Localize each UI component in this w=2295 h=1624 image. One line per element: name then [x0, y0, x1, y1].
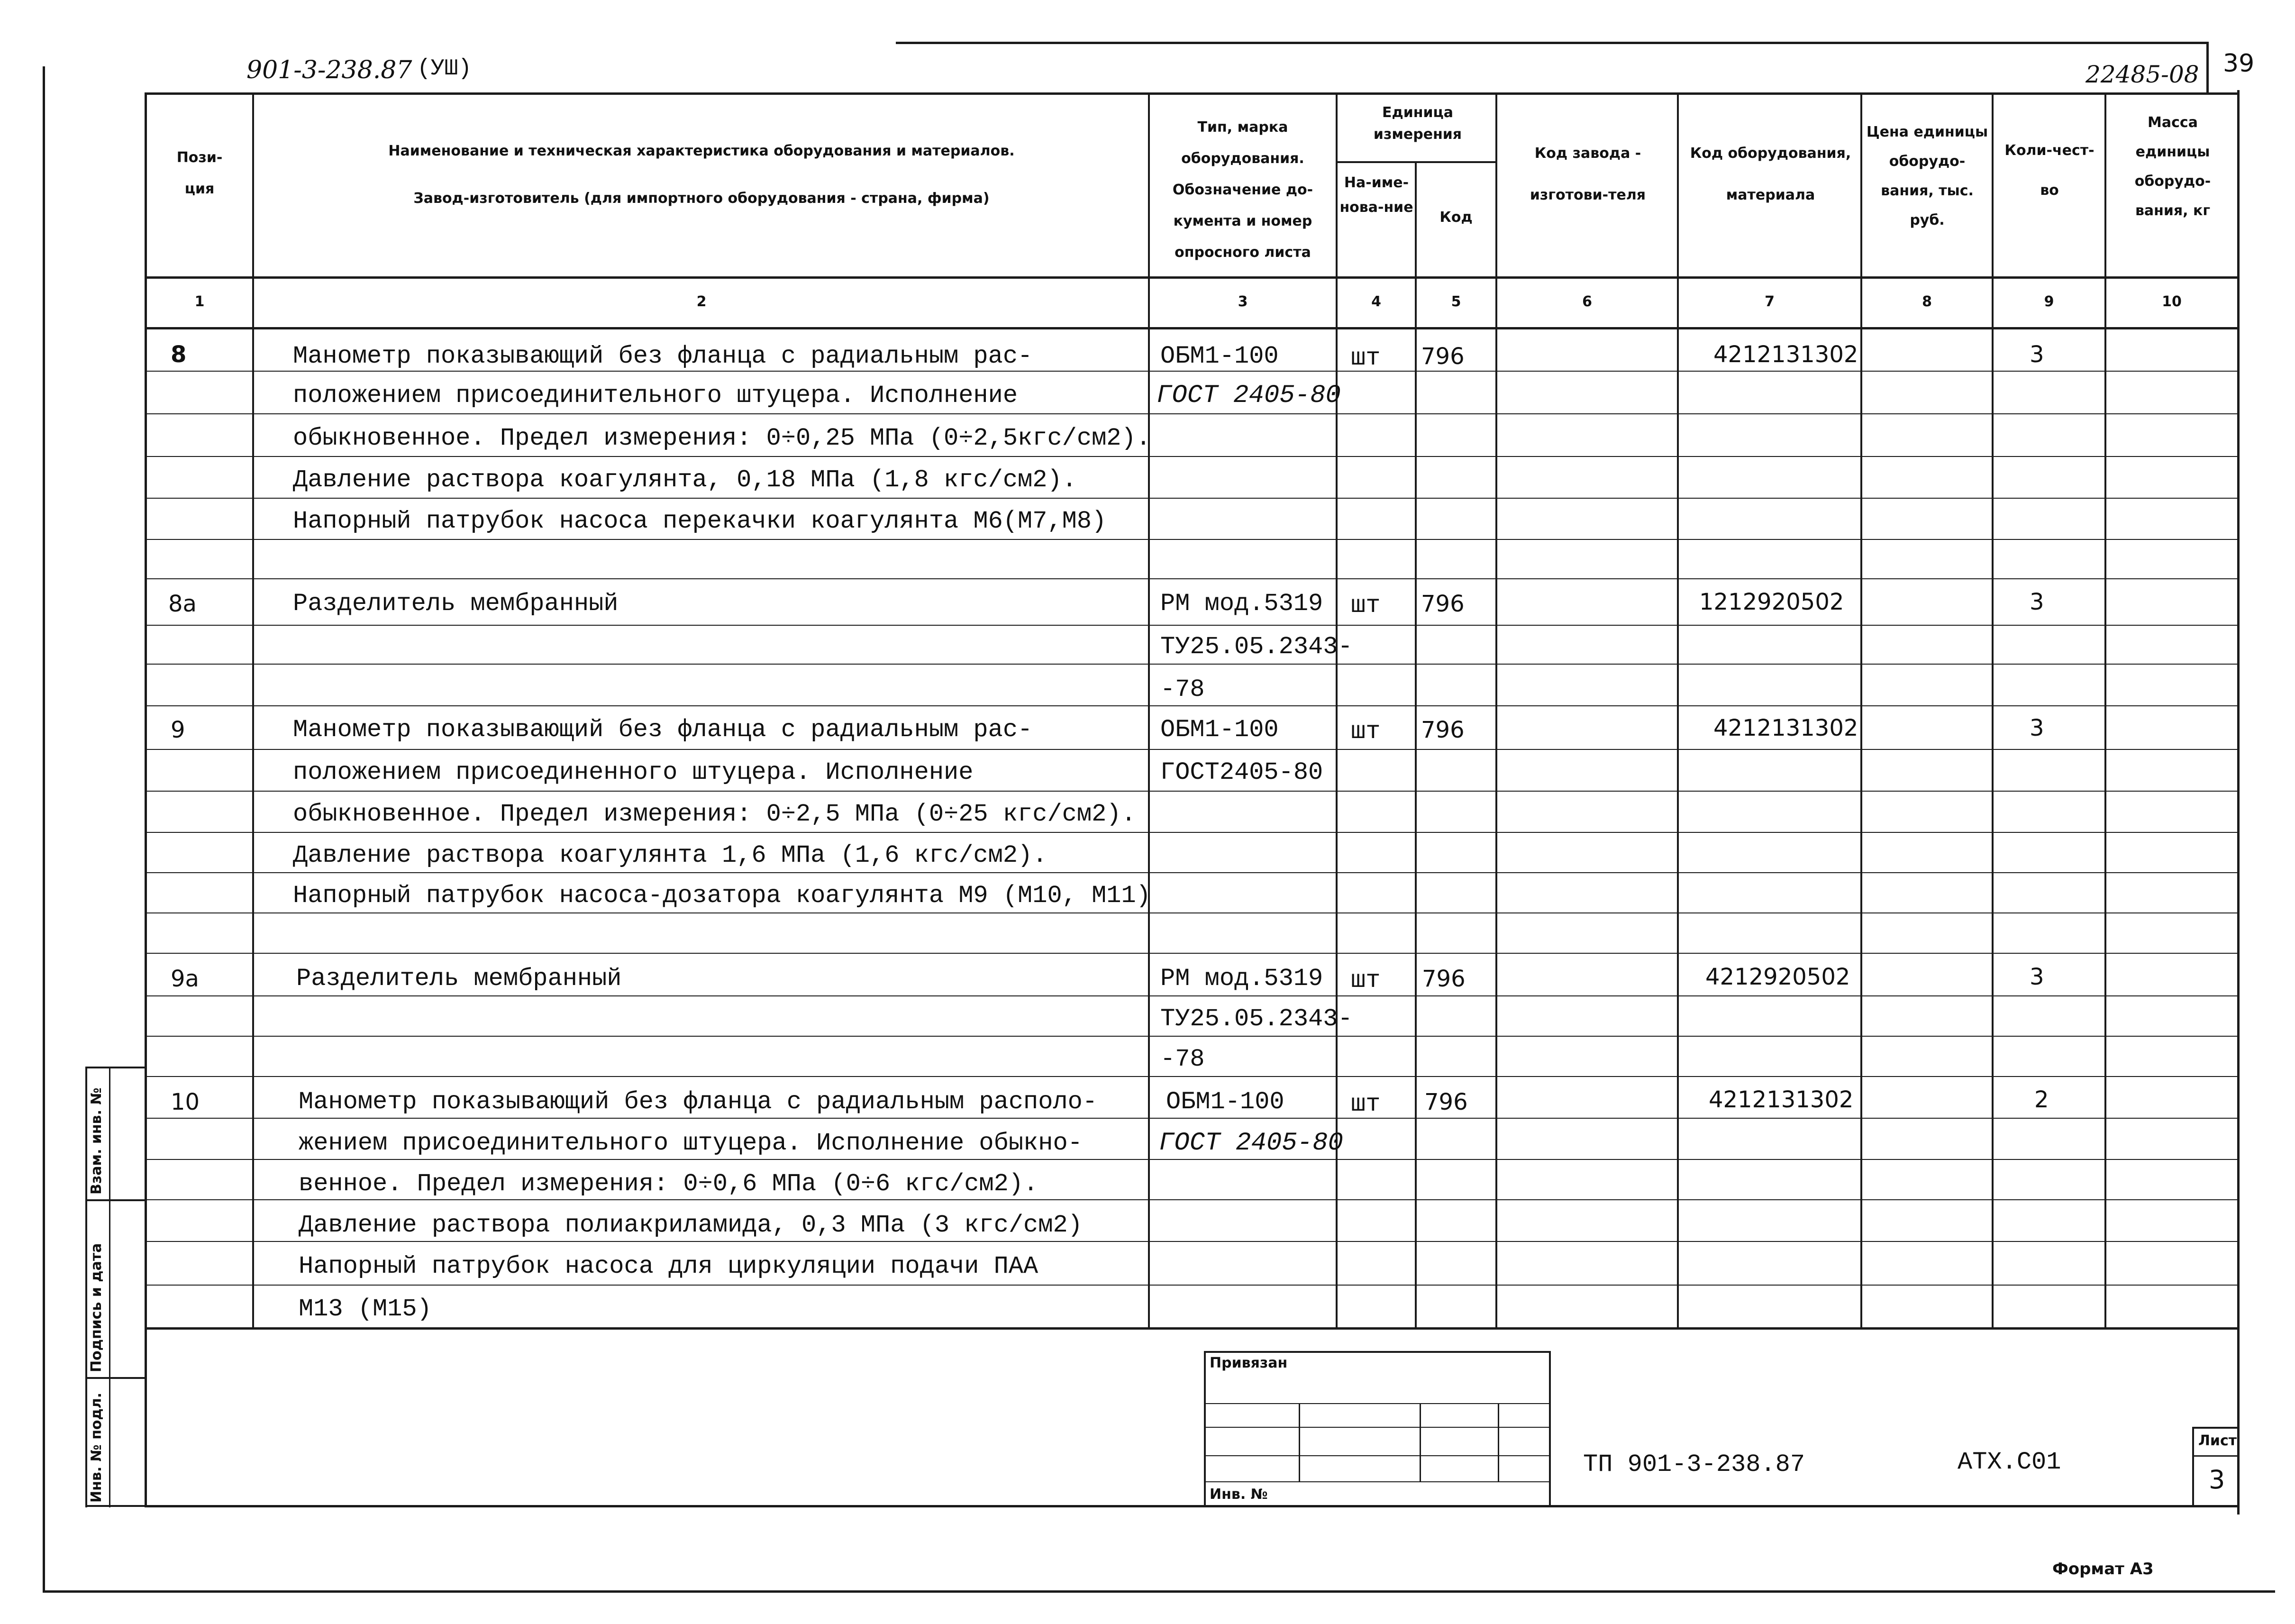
stamp-bottom	[85, 1505, 146, 1507]
item-10-unit-code: 796	[1424, 1089, 1468, 1115]
row-line	[145, 1159, 2240, 1160]
item-10-type-1: ОБМ1-100	[1166, 1088, 1284, 1116]
tb-row-4	[1204, 1481, 1550, 1482]
tb-col-1	[1299, 1403, 1300, 1481]
item-10-type-2: ГОСТ 2405-80	[1159, 1129, 1343, 1158]
item-9-unit-code: 796	[1421, 717, 1465, 743]
item-9-type-2: ГОСТ2405-80	[1160, 758, 1323, 786]
row-line	[145, 912, 2240, 913]
tb-sheet-box-left	[2192, 1427, 2194, 1507]
item-8a-type-3: -78	[1160, 675, 1205, 703]
row-line	[145, 995, 2240, 996]
header-unit-group: Единица измерения	[1373, 104, 1462, 143]
item-8a-unit-code: 796	[1421, 591, 1465, 617]
colnum: 10	[2162, 293, 2182, 310]
tb-privyazan-right	[1549, 1351, 1551, 1507]
row-line	[145, 539, 2240, 540]
item-8a-qty: 3	[2030, 589, 2044, 615]
colnum-bottom-border	[145, 327, 2240, 329]
col-border-7	[1860, 92, 1862, 1330]
item-9-desc-2: положением присоединенного штуцера. Исполнение	[293, 758, 974, 786]
colnum: 4	[1371, 293, 1381, 310]
colnum: 7	[1765, 293, 1775, 310]
tb-inv-label: Инв. №	[1210, 1486, 1268, 1503]
doc-code-handwritten: 901-3-238.87	[246, 56, 412, 84]
item-9a-pos: 9а	[171, 966, 199, 992]
item-10-desc-4: Давление раствора полиакриламида, 0,3 МПа (3 кгс/см2)	[299, 1211, 1083, 1239]
colnum: 1	[194, 293, 205, 310]
row-line	[145, 578, 2240, 579]
header-quantity: Коли-чест-во	[2004, 142, 2095, 199]
item-8-qty: 3	[2030, 341, 2044, 368]
header-manufacturer-code: Код завода - изготови-теля	[1530, 145, 1646, 203]
item-9-desc-5: Напорный патрубок насоса-дозатора коагулянта М9 (М10, М11)	[293, 882, 1151, 910]
item-9-pos: 9	[171, 717, 185, 743]
row-line	[145, 1285, 2240, 1286]
col-border-9	[2104, 92, 2106, 1330]
row-line	[145, 1036, 2240, 1037]
item-9-desc-3: обыкновенное. Предел измерения: 0÷2,5 МПа (0÷25 кгс/см2).	[293, 800, 1136, 828]
item-10-desc-6: М13 (М15)	[299, 1295, 432, 1323]
item-9a-type-2: ТУ25.05.2343-	[1160, 1005, 1353, 1033]
side-label-vzam: Взам. инв. №	[88, 1087, 105, 1195]
row-line	[145, 953, 2240, 954]
item-9-desc-1: Манометр показывающий без фланца с радиальным рас-	[293, 716, 1033, 744]
tb-privyazan-left	[1204, 1351, 1206, 1507]
tb-sheet-box-top	[2192, 1427, 2240, 1429]
tb-col-3	[1498, 1403, 1499, 1481]
item-8-desc-5: Напорный патрубок насоса перекачки коагулянта М6(М7,М8)	[293, 507, 1107, 535]
page-number: 39	[2223, 49, 2255, 78]
item-9a-unit: шт	[1351, 967, 1381, 994]
stamp-top	[85, 1067, 146, 1068]
item-9a-unit-code: 796	[1422, 966, 1466, 992]
frame-top	[896, 42, 2209, 44]
item-10-pos: 10	[171, 1089, 200, 1115]
col-border-4	[1415, 161, 1417, 1330]
doc-suffix: (УШ)	[417, 56, 472, 82]
tb-sheet-number: 3	[2209, 1465, 2225, 1495]
item-10-desc-1: Манометр показывающий без фланца с радиальным располо-	[299, 1088, 1098, 1116]
col-border-8	[1992, 92, 1994, 1330]
col-border-6	[1677, 92, 1679, 1330]
item-8a-pos: 8а	[168, 591, 197, 617]
frame-bottom-outer	[43, 1590, 2275, 1593]
colnum: 8	[1922, 293, 1932, 310]
item-8a-desc-1: Разделитель мембранный	[293, 590, 619, 618]
page-number-box-left	[2206, 42, 2209, 94]
item-9a-desc-1: Разделитель мембранный	[296, 965, 622, 993]
item-8a-type-2: ТУ25.05.2343-	[1160, 633, 1353, 661]
item-8a-type-1: РМ мод.5319	[1160, 590, 1323, 618]
item-8-desc-2: положением присоединительного штуцера. Исполнение	[293, 382, 1018, 410]
stamp-div-1	[85, 1199, 146, 1201]
item-8-unit: шт	[1351, 344, 1381, 372]
row-line	[145, 1199, 2240, 1200]
frame-right	[2237, 90, 2240, 1515]
item-9-desc-4: Давление раствора коагулянта 1,6 МПа (1,6 кгс/см2).	[293, 841, 1047, 869]
row-line	[145, 625, 2240, 626]
stamp-div-2	[85, 1377, 146, 1379]
item-8-desc-1: Манометр показывающий без фланца с радиальным рас-	[293, 342, 1033, 370]
side-label-podpis: Подпись и дата	[88, 1243, 105, 1372]
row-line	[145, 456, 2240, 457]
item-9-equip-code: 4212131302	[1713, 715, 1858, 741]
row-line	[145, 1118, 2240, 1119]
item-8a-unit: шт	[1351, 592, 1381, 620]
item-10-desc-5: Напорный патрубок насоса для циркуляции подачи ПАА	[299, 1252, 1038, 1280]
format-label: Формат А3	[2052, 1560, 2154, 1578]
item-8-desc-3: обыкновенное. Предел измерения: 0÷0,25 МПа (0÷2,5кгс/см2).	[293, 424, 1151, 452]
row-line	[145, 664, 2240, 665]
colnum: 6	[1582, 293, 1592, 310]
item-9a-type-1: РМ мод.5319	[1160, 965, 1323, 993]
row-line	[145, 371, 2240, 372]
item-9-unit: шт	[1351, 718, 1381, 746]
item-10-unit: шт	[1351, 1090, 1381, 1118]
table-top-border	[145, 92, 2240, 95]
side-label-inv: Инв. № подл.	[88, 1392, 105, 1503]
header-position: Пози- ция	[176, 149, 223, 197]
tb-sheet-box-mid	[2192, 1455, 2240, 1457]
row-line	[145, 872, 2240, 873]
row-line	[145, 1241, 2240, 1242]
item-8-equip-code: 4212131302	[1713, 341, 1858, 368]
tb-doc-code: АТХ.С01	[1958, 1448, 2061, 1476]
colnum: 2	[696, 293, 707, 310]
col-border-1	[252, 92, 254, 1330]
header-unit-name: На-име-нова-ние	[1339, 174, 1413, 216]
item-9a-qty: 3	[2030, 964, 2044, 990]
row-line	[145, 791, 2240, 792]
header-type: Тип, марка оборудования. Обозначение до-кумента и номер опросного листа	[1172, 119, 1313, 261]
tb-privyazan-label: Привязан	[1210, 1355, 1288, 1371]
row-line	[145, 749, 2240, 750]
item-9a-equip-code: 4212920502	[1705, 964, 1850, 990]
item-9a-type-3: -78	[1160, 1045, 1205, 1073]
item-10-desc-2: жением присоединительного штуцера. Исполнение обыкно-	[299, 1129, 1083, 1157]
col-border-2	[1148, 92, 1150, 1330]
stamp-mid	[109, 1067, 110, 1507]
header-name-line2: Завод-изготовитель (для импортного оборудования - страна, фирма)	[413, 190, 990, 207]
item-9-qty: 3	[2030, 715, 2044, 741]
stamp-left	[85, 1067, 87, 1507]
frame-left-outer	[43, 66, 45, 1593]
row-line	[145, 498, 2240, 499]
colnum: 3	[1238, 293, 1248, 310]
item-10-qty: 2	[2034, 1086, 2049, 1113]
row-line	[145, 705, 2240, 706]
row-line	[145, 832, 2240, 833]
item-10-equip-code: 4212131302	[1709, 1086, 1854, 1113]
item-8-unit-code: 796	[1421, 343, 1465, 370]
col-border-5	[1495, 92, 1497, 1330]
colnum: 9	[2044, 293, 2054, 310]
table-bottom-border	[145, 1327, 2240, 1330]
row-line	[145, 413, 2240, 414]
item-8-type-1: ОБМ1-100	[1160, 342, 1279, 370]
item-8a-equip-code: 1212920502	[1699, 589, 1844, 615]
item-8-pos: 8	[171, 341, 187, 368]
item-8-type-2: ГОСТ 2405-80	[1157, 381, 1341, 410]
header-price: Цена единицы оборудо-вания, тыс. руб.	[1866, 124, 1988, 228]
header-bottom-border	[145, 276, 2240, 279]
bottom-frame-line	[145, 1505, 2240, 1507]
header-equipment-code: Код оборудования, материала	[1690, 145, 1851, 203]
tb-privyazan-top	[1204, 1351, 1550, 1353]
colnum: 5	[1451, 293, 1461, 310]
tb-doc-number: ТП 901-3-238.87	[1583, 1451, 1805, 1478]
header-name-line1: Наименование и техническая характеристика оборудования и материалов.	[388, 143, 1015, 159]
inventory-handwritten: 22485-08	[2086, 61, 2199, 88]
item-8-desc-4: Давление раствора коагулянта, 0,18 МПа (1,8 кгс/см2).	[293, 466, 1077, 494]
header-unit-code: Код	[1439, 209, 1473, 226]
item-9-type-1: ОБМ1-100	[1160, 716, 1279, 744]
tb-sheet-label: Лист	[2198, 1432, 2237, 1449]
item-10-desc-3: венное. Предел измерения: 0÷0,6 МПа (0÷6 кгс/см2).	[299, 1170, 1038, 1198]
header-mass: Масса единицы оборудо-вания, кг	[2134, 114, 2211, 219]
tb-col-2	[1420, 1403, 1421, 1481]
row-line	[145, 1076, 2240, 1077]
